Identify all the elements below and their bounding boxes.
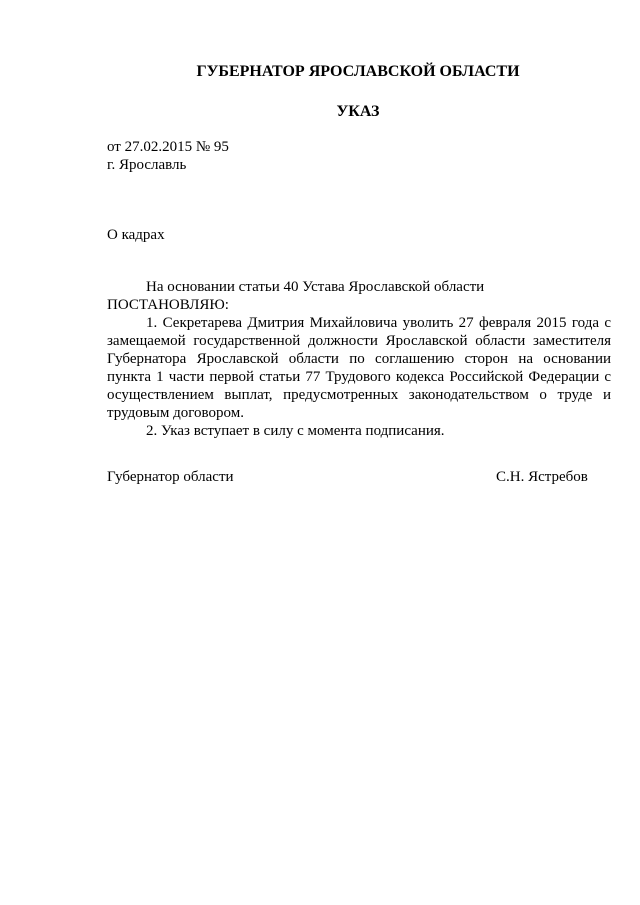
resolution-items	[107, 314, 611, 440]
issuing-authority-heading: ГУБЕРНАТОР ЯРОСЛАВСКОЙ ОБЛАСТИ	[196, 63, 520, 80]
signatory-position: Губернатор области	[107, 469, 234, 485]
document-type-heading: УКАЗ	[336, 103, 380, 120]
resolution-item-1: 1. Секретарева Дмитрия Михайловича уволить 27 февраля 2015 года с замещаемой государственной должности Ярославской области заместителя Губернатора Ярославской области по соглашению сторон на основании пункта 1 части первой статьи 77 Трудового кодекса Российской Федерации с осуществлением выплат, предусмотренных законодательством о труде и трудовым договором.	[107, 315, 611, 421]
city-line: г. Ярославль	[107, 157, 187, 173]
resolve-word: ПОСТАНОВЛЯЮ:	[107, 297, 229, 313]
preamble-line: На основании статьи 40 Устава Ярославской области	[146, 279, 485, 295]
subject-line: О кадрах	[107, 227, 165, 243]
date-number-line: от 27.02.2015 № 95	[107, 139, 229, 155]
resolution-item-2: 2. Указ вступает в силу с момента подписания.	[146, 423, 445, 439]
signatory-name: С.Н. Ястребов	[496, 469, 588, 485]
